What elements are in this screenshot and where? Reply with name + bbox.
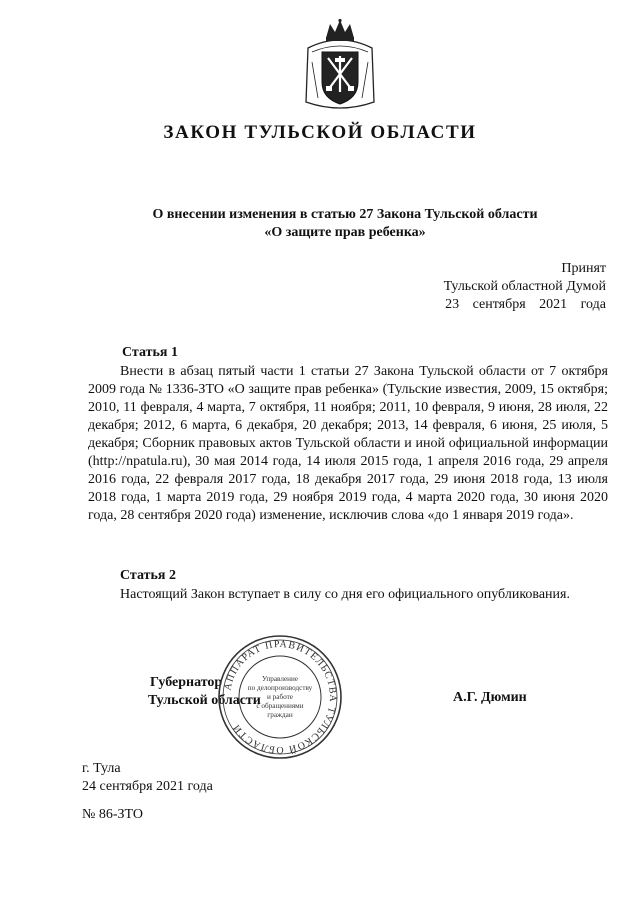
stamp-ring-text: АППАРАТ ПРАВИТЕЛЬСТВА ТУЛЬСКОЙ ОБЛАСТИ [222,638,339,756]
stamp-center-line-3: и работе [267,693,293,701]
place: г. Тула [82,761,121,776]
stamp-center-line-2: по делопроизводству [247,684,313,692]
law-subject-line-2: «О защите прав ребенка» [264,225,426,240]
stamp-center-line-5: граждан [267,711,293,719]
article-2-text [88,586,608,604]
signing-date: 24 сентября 2021 года [82,779,213,794]
place-date-block [82,760,213,796]
governor-name: А.Г. Дюмин [453,690,527,705]
article-2-body: Настоящий Закон вступает в силу со дня его официального опубликования. [120,587,570,602]
governor-title-line-2: Тульской области [148,693,261,708]
accepted-line-2: Тульской областной Думой [443,279,606,294]
stamp-center-line-4: с обращениями [256,702,304,710]
accepted-date: 23 сентября 2021 года [445,297,606,312]
governor-title-line-1: Губернатор [150,675,223,690]
law-number: № 86-ЗТО [82,807,144,822]
accepted-block [444,260,606,314]
coat-of-arms-emblem [302,18,378,114]
article-1-heading: Статья 1 [122,345,178,360]
official-stamp [216,633,344,761]
article-1-body: Внести в абзац пятый части 1 статьи 27 Закона Тульской области от 7 октября 2009 года № 1336-ЗТО «О защите прав ребенка» (Тульские известия, 2009, 15 октября; 2010, 11 февраля, 4 марта, 7 октября, 11 ноября; 2011, 10 февраля, 9 июня, 28 июля, 22 декабря; 2012, 6 марта, 6 декабря, 20 декабря; 2013, 14 февраля, 6 июня, 25 июля, 5 декабря; Сборник правовых актов Тульской области и иной официальной информации (http://npatula.ru), 30 мая 2014 года, 14 июля 2015 года, 1 апреля 2016 года, 29 апреля 2016 года, 22 февраля 2017 года, 18 декабря 2017 года, 29 июня 2018 года, 13 июля 2018 года, 1 марта 2019 года, 29 ноября 2019 года, 4 марта 2020 года, 30 июня 2020 года, 28 сентября 2020 года) изменение, исключив слова «до 1 января 2019 года». [88,364,608,523]
stamp-center-line-1: Управление [261,675,299,683]
article-1-text [88,363,608,525]
law-subject-line-1: О внесении изменения в статью 27 Закона Тульской области [152,207,538,222]
accepted-line-1: Принят [561,261,606,276]
law-title: ЗАКОН ТУЛЬСКОЙ ОБЛАСТИ [163,122,477,143]
law-subject [0,206,640,242]
article-2-heading: Статья 2 [120,568,176,583]
